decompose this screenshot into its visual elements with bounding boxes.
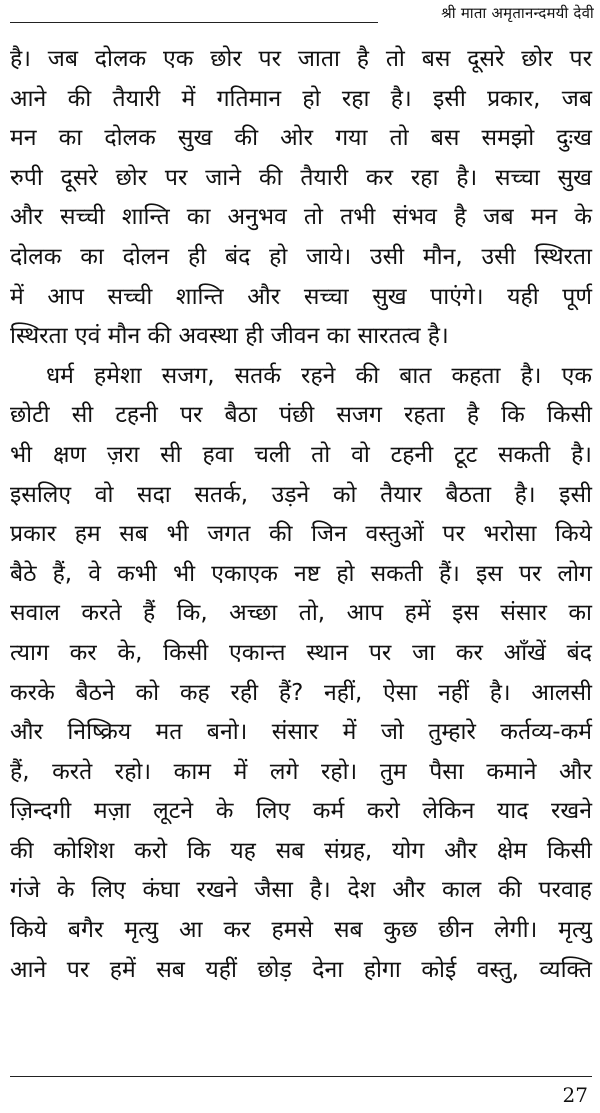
- text-line: आने की तैयारी में गतिमान हो रहा है। इसी प्रकार, जब: [10, 85, 592, 112]
- header-title: श्री माता अमृतानन्दमयी देवी: [441, 4, 594, 22]
- text-line: की कोशिश करो कि यह सब संग्रह, योग और क्षेम किसी: [10, 837, 592, 864]
- text-line: त्याग कर के, किसी एकान्त स्थान पर जा कर आँखें बंद: [10, 639, 592, 666]
- text-line: धर्म हमेशा सजग, सतर्क रहने की बात कहता है। एक: [46, 362, 592, 389]
- text-line: में आप सच्ची शान्ति और सच्चा सुख पाएंगे। यही पूर्ण: [10, 283, 592, 310]
- text-line: बैठे हैं, वे कभी भी एकाएक नष्ट हो सकती हैं। इस पर लोग: [10, 560, 592, 587]
- text-line: करके बैठने को कह रही हैं? नहीं, ऐसा नहीं है। आलसी: [10, 679, 592, 706]
- text-line: मन का दोलक सुख की ओर गया तो बस समझो दुःख: [10, 125, 592, 152]
- text-line: स्थिरता एवं मौन की अवस्था ही जीवन का सारतत्व है।: [10, 323, 449, 350]
- text-line: हैं, करते रहो। काम में लगे रहो। तुम पैसा कमाने और: [10, 758, 592, 785]
- text-line: गंजे के लिए कंघा रखने जैसा है। देश और काल की परवाह: [10, 877, 592, 904]
- body-text: [10, 40, 592, 990]
- paragraph-2: [10, 357, 592, 991]
- text-line: इसलिए वो सदा सतर्क, उड़ने को तैयार बैठता है। इसी: [10, 481, 592, 508]
- text-line: किये बगैर मृत्यु आ कर हमसे सब कुछ छीन लेगी। मृत्यु: [10, 917, 592, 944]
- footer-rule: [10, 1076, 592, 1077]
- text-line: आने पर हमें सब यहीं छोड़ देना होगा कोई वस्तु, व्यक्ति: [10, 956, 592, 983]
- text-line: सवाल करते हैं कि, अच्छा तो, आप हमें इस संसार का: [10, 600, 592, 627]
- text-line: रुपी दूसरे छोर पर जाने की तैयारी कर रहा है। सच्चा सुख: [10, 164, 592, 191]
- header-rule: [10, 22, 378, 23]
- paragraph-1: [10, 40, 592, 357]
- text-line: है। जब दोलक एक छोर पर जाता है तो बस दूसरे छोर पर: [10, 46, 592, 72]
- text-line: छोटी सी टहनी पर बैठा पंछी सजग रहता है कि किसी: [10, 402, 592, 429]
- text-line: भी क्षण ज़रा सी हवा चली तो वो टहनी टूट सकती है।: [10, 441, 592, 468]
- text-line: और सच्ची शान्ति का अनुभव तो तभी संभव है जब मन के: [10, 204, 592, 231]
- running-header: [10, 0, 594, 30]
- text-line: ज़िन्दगी मज़ा लूटने के लिए कर्म करो लेकिन याद रखने: [10, 798, 592, 825]
- page-number: 27: [562, 1083, 588, 1107]
- text-line: और निष्क्रिय मत बनो। संसार में जो तुम्हारे कर्तव्य-कर्म: [10, 719, 592, 746]
- text-line: प्रकार हम सब भी जगत की जिन वस्तुओं पर भरोसा किये: [10, 521, 592, 548]
- text-line: दोलक का दोलन ही बंद हो जाये। उसी मौन, उसी स्थिरता: [10, 243, 592, 270]
